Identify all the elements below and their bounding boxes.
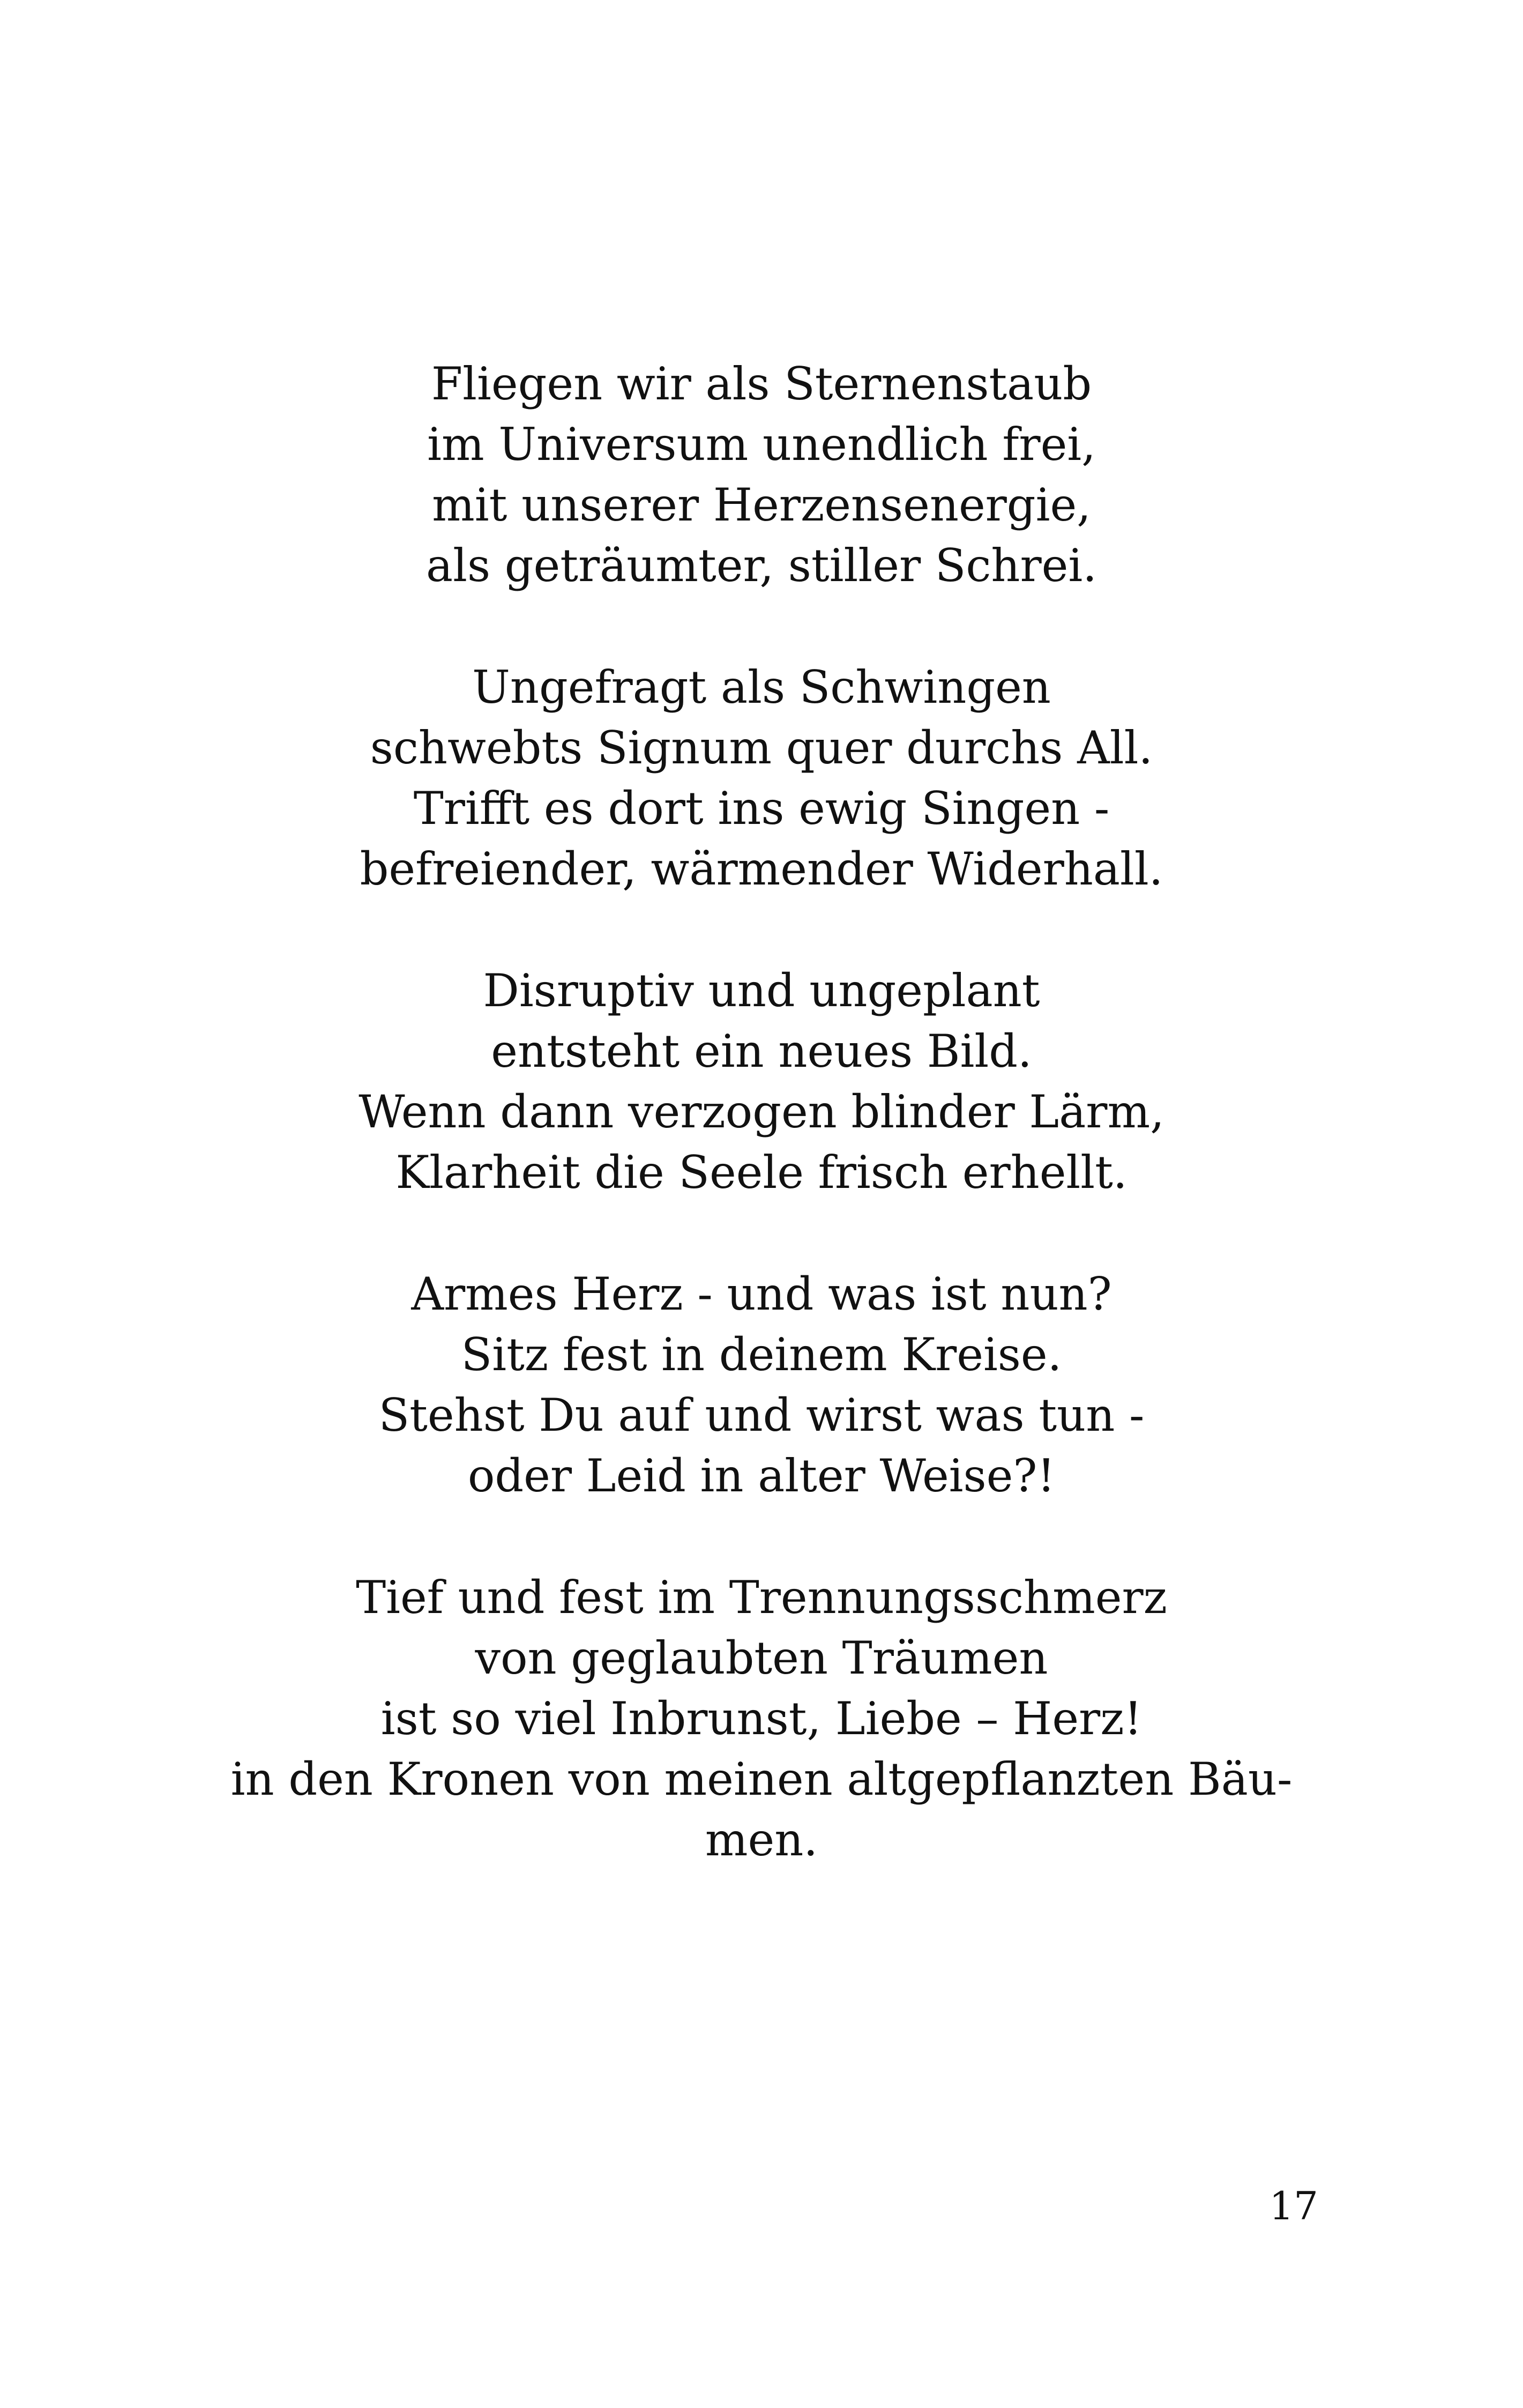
stanza-2	[214, 657, 1309, 900]
poem-line: men.	[705, 1814, 818, 1866]
poem-line: entsteht ein neues Bild.	[491, 1025, 1032, 1077]
poem-line: Stehst Du auf und wirst was tun -	[378, 1389, 1145, 1441]
stanza-4	[214, 1264, 1309, 1506]
poem-line: Trifft es dort ins ewig Singen -	[413, 782, 1110, 835]
stanza-3	[214, 961, 1309, 1203]
poem-line: Wenn dann verzogen blinder Lärm,	[359, 1086, 1164, 1138]
poem-line: Ungefragt als Schwingen	[472, 661, 1051, 714]
poem	[214, 354, 1309, 1931]
poem-line: oder Leid in alter Weise?!	[467, 1450, 1056, 1502]
stanza-5	[214, 1567, 1309, 1870]
poem-line: Sitz fest in deinem Kreise.	[461, 1328, 1062, 1381]
page-number: 17	[1269, 2183, 1318, 2228]
poem-line: Fliegen wir als Sternenstaub	[431, 358, 1092, 410]
poem-line: von geglaubten Träumen	[475, 1632, 1048, 1684]
poem-line: Disruptiv und ungeplant	[483, 964, 1040, 1017]
poem-line: Klarheit die Seele frisch erhellt.	[395, 1146, 1128, 1199]
poem-line: Tief und fest im Trennungsschmerz	[356, 1571, 1167, 1624]
poem-line: in den Kronen von meinen altgepflanzten Bäu-	[230, 1753, 1293, 1805]
poem-line: als geträumter, stiller Schrei.	[426, 539, 1097, 592]
poem-line: ist so viel Inbrunst, Liebe – Herz!	[380, 1692, 1143, 1745]
stanza-1	[214, 354, 1309, 596]
poem-line: mit unserer Herzensenergie,	[432, 479, 1091, 531]
poem-line: im Universum unendlich frei,	[427, 418, 1096, 471]
poem-line: Armes Herz - und was ist nun?	[411, 1268, 1112, 1320]
poem-line: befreiender, wärmender Widerhall.	[360, 843, 1163, 895]
poem-line: schwebts Signum quer durchs All.	[370, 722, 1153, 774]
